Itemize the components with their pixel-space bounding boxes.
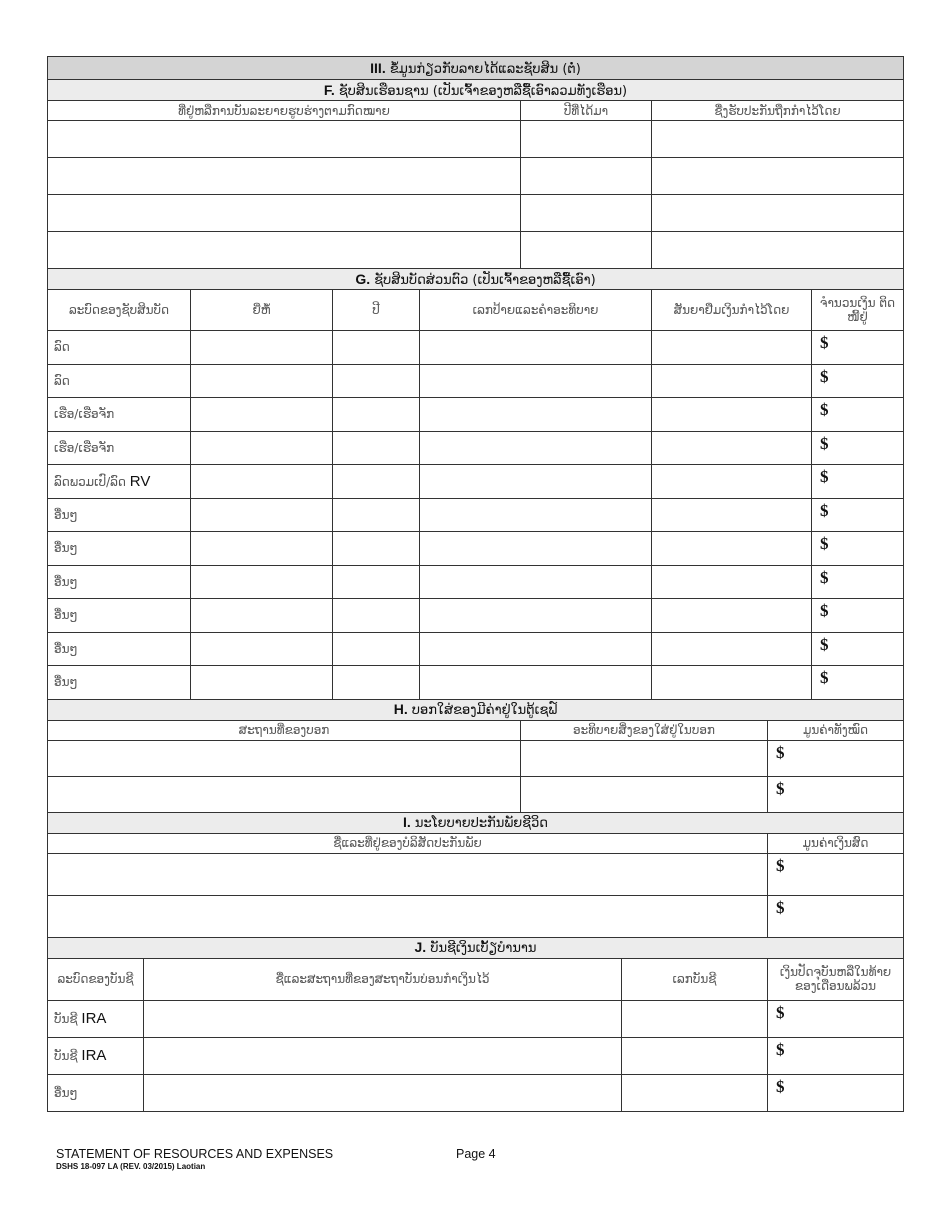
section-iii-number: III. [370,59,386,76]
f-year-field[interactable] [521,232,652,269]
j-col-balance: ເງິນປັດຈຸບັນຫລືໃນທ້າຍ ຂອງເດືອນພລ້ວນ [768,958,904,1000]
f-col-held-by: ຊື່ງຮັບປະກັນຖືກກຳໄວ້ໂດຍ [652,101,904,121]
g-make-field[interactable] [191,465,333,499]
g-year-field[interactable] [333,565,420,599]
h-location-field[interactable] [48,776,521,812]
h-col-location: ສະຖານທີ່ຂອງບອກ [48,720,521,740]
g-type-label: ອື່ນໆ [54,608,78,623]
g-type-cell [48,565,191,599]
g-lien-field[interactable] [652,632,812,666]
g-owed-field[interactable]: $ [812,599,904,633]
i-row [48,895,904,937]
page-footer [56,1147,496,1171]
g-type-cell [48,532,191,566]
j-rows [48,1000,904,1111]
j-type-code: IRA [81,1010,107,1027]
g-col-owed: ຈຳນວນເງິນ ຕິດໜີ້ຢູ່ [812,290,904,331]
j-type-label: ບັນຊີ [54,1012,82,1026]
j-type-label: ບັນຊີ [54,1049,82,1063]
j-col-number: ເລກບັນຊີ [622,958,768,1000]
g-plate-field[interactable] [420,632,652,666]
section-f-letter: F. [323,81,335,98]
section-g-column-headers [48,290,904,331]
footer-statement: STATEMENT OF RESOURCES AND EXPENSES [56,1147,334,1161]
footer-page-number: Page 4 [456,1147,496,1161]
f-address-field[interactable] [48,121,521,158]
g-type-label: ເຮືອ/ເຮືອຈັກ [54,440,115,455]
g-type-label: ອື່ນໆ [54,574,78,589]
g-type-label: ອື່ນໆ [54,641,78,656]
section-j-table [47,938,904,1112]
section-h-table [47,700,904,813]
f-held-by-field[interactable] [652,158,904,195]
g-year-field[interactable] [333,398,420,432]
i-company-field[interactable] [48,895,768,937]
g-year-field[interactable] [333,599,420,633]
g-plate-field[interactable] [420,498,652,532]
g-owed-field[interactable]: $ [812,666,904,700]
g-lien-field[interactable] [652,331,812,365]
g-row [48,599,904,633]
g-lien-field[interactable] [652,599,812,633]
g-type-cell [48,465,191,499]
g-owed-field[interactable]: $ [812,331,904,365]
g-type-cell [48,632,191,666]
j-type-label: ອື່ນໆ [54,1085,78,1100]
section-f-title: ຊັບສິນເຮືອນຊານ (ເປັນເຈົ້າຂອງຫລືຊື້ເອົາລວມທັງເຮືອນ) [338,83,628,99]
g-make-field[interactable] [191,666,333,700]
g-lien-field[interactable] [652,465,812,499]
g-row [48,532,904,566]
section-h-header [48,700,904,721]
h-desc-field[interactable] [521,776,768,812]
j-balance-field[interactable]: $ [768,1037,904,1074]
h-value-field[interactable]: $ [768,776,904,812]
g-owed-field[interactable]: $ [812,364,904,398]
f-address-field[interactable] [48,232,521,269]
i-row [48,853,904,895]
h-location-field[interactable] [48,740,521,776]
g-owed-field[interactable]: $ [812,431,904,465]
g-lien-field[interactable] [652,666,812,700]
section-j-header [48,938,904,959]
g-row [48,431,904,465]
section-h-column-headers [48,720,904,740]
f-address-field[interactable] [48,195,521,232]
j-number-field[interactable] [622,1074,768,1111]
f-row [48,158,904,195]
g-type-cell [48,398,191,432]
i-col-company: ຊື່ແລະທີ່ຢູ່ຂອງບໍລິສັດປະກັນພັຍ [48,833,768,853]
section-i-table [47,813,904,938]
f-row [48,121,904,158]
g-plate-field[interactable] [420,364,652,398]
g-row [48,632,904,666]
g-row [48,666,904,700]
g-make-field[interactable] [191,498,333,532]
i-company-field[interactable] [48,853,768,895]
section-h-title: ບອກໃສ່ຂອງມີຄ່າຢູ່ໃນຕູ້ເຊຟ໌ [411,703,558,718]
f-address-field[interactable] [48,158,521,195]
j-number-field[interactable] [622,1037,768,1074]
g-owed-field[interactable]: $ [812,465,904,499]
g-make-field[interactable] [191,632,333,666]
g-plate-field[interactable] [420,666,652,700]
f-row [48,232,904,269]
section-g-title: ຊັບສິນບັດສ່ວນຕົວ (ເປັນເຈົ້າຂອງຫລືຊື້ເອົາ) [374,272,596,288]
g-plate-field[interactable] [420,398,652,432]
section-i-letter: I. [403,814,411,830]
g-type-cell [48,431,191,465]
g-plate-field[interactable] [420,565,652,599]
section-g-letter: G. [355,270,371,287]
g-make-field[interactable] [191,331,333,365]
footer-form-id: DSHS 18-097 LA (REV. 03/2015) Laotian [56,1162,206,1171]
g-owed-field[interactable]: $ [812,565,904,599]
g-owed-field[interactable]: $ [812,532,904,566]
section-f-header [48,80,904,101]
i-value-field[interactable]: $ [768,895,904,937]
g-col-plate: ເລກປ້າຍແລະຄຳອະທິບາຍ [420,290,652,331]
g-type-label: ອື່ນໆ [54,675,78,690]
h-col-value: ມູນຄ່າທັງໝົດ [768,720,904,740]
section-f-column-headers [48,101,904,121]
section-i-title: ນະໂຍບາຍປະກັນພັຍຊີວິດ [414,816,548,831]
g-make-field[interactable] [191,532,333,566]
section-j-title: ບັນຊີເງິນເບັ້ຽບຳນານ [430,941,537,956]
statement-form [47,56,903,1112]
g-lien-field[interactable] [652,398,812,432]
section-i-header [48,813,904,834]
g-year-field[interactable] [333,632,420,666]
j-row [48,1074,904,1111]
g-type-cell [48,666,191,700]
g-type-cell [48,599,191,633]
g-lien-field[interactable] [652,532,812,566]
j-institution-field[interactable] [144,1000,622,1037]
g-type-cell [48,364,191,398]
g-make-field[interactable] [191,398,333,432]
j-type-code: IRA [81,1047,107,1064]
j-col-institution: ຊື່ແລະສະຖານທີ່ຂອງສະຖາບັນບ່ອນກຳເງິນໄວ້ [144,958,622,1000]
f-held-by-field[interactable] [652,121,904,158]
g-rows [48,331,904,700]
g-year-field[interactable] [333,498,420,532]
j-institution-field[interactable] [144,1037,622,1074]
f-held-by-field[interactable] [652,195,904,232]
g-year-field[interactable] [333,666,420,700]
j-col-type: ລະບົດຂອງບັນຊີ [48,958,144,1000]
g-plate-field[interactable] [420,599,652,633]
g-lien-field[interactable] [652,498,812,532]
section-g-table [47,269,904,700]
g-type-code: RV [129,472,151,490]
g-type-cell [48,498,191,532]
g-year-field[interactable] [333,331,420,365]
g-plate-field[interactable] [420,431,652,465]
g-year-field[interactable] [333,431,420,465]
g-row [48,465,904,499]
g-row [48,565,904,599]
g-col-make: ຍີ່ຫໍ້ [191,290,333,331]
j-type-cell [48,1074,144,1111]
g-make-field[interactable] [191,599,333,633]
g-year-field[interactable] [333,465,420,499]
g-col-type: ລະບົດຂອງຊັບສິນບັດ [48,290,191,331]
g-lien-field[interactable] [652,431,812,465]
g-lien-field[interactable] [652,364,812,398]
h-col-desc: ອະທິບາຍສິ່ງຂອງໃສ່ຢູ່ໃນບອກ [521,720,768,740]
g-owed-field[interactable]: $ [812,498,904,532]
g-row [48,364,904,398]
g-type-label: ລົດ [54,340,70,355]
section-iii-header [48,57,904,80]
g-year-field[interactable] [333,364,420,398]
g-type-label: ລົດ [54,373,70,388]
g-type-label: ເຮືອ/ເຮືອຈັກ [54,407,115,422]
g-make-field[interactable] [191,364,333,398]
section-j-column-headers [48,958,904,1000]
g-col-lien: ສັນຍາຢືມເງິນກຳໄວ້ໂດຍ [652,290,812,331]
f-held-by-field[interactable] [652,232,904,269]
section-j-letter: J. [414,939,427,955]
g-type-label: ລົດພວມເປົ/ລົດ [54,474,130,489]
h-desc-field[interactable] [521,740,768,776]
g-plate-field[interactable] [420,331,652,365]
g-row [48,331,904,365]
j-institution-field[interactable] [144,1074,622,1111]
section-f-table [47,56,904,269]
g-col-year: ປີ [333,290,420,331]
g-year-field[interactable] [333,532,420,566]
section-g-header [48,269,904,290]
f-col-year: ປີທີ່ໄດ້ມາ [521,101,652,121]
g-make-field[interactable] [191,565,333,599]
f-row [48,195,904,232]
section-i-column-headers [48,833,904,853]
section-h-letter: H. [393,701,408,717]
g-lien-field[interactable] [652,565,812,599]
f-year-field[interactable] [521,121,652,158]
g-type-label: ອື່ນໆ [54,541,78,556]
g-owed-field[interactable]: $ [812,632,904,666]
f-year-field[interactable] [521,158,652,195]
j-number-field[interactable] [622,1000,768,1037]
g-row [48,498,904,532]
j-type-cell [48,1000,144,1037]
g-type-label: ອື່ນໆ [54,507,78,522]
i-value-field[interactable]: $ [768,853,904,895]
j-balance-field[interactable]: $ [768,1000,904,1037]
f-year-field[interactable] [521,195,652,232]
g-plate-field[interactable] [420,532,652,566]
g-make-field[interactable] [191,431,333,465]
j-row [48,1000,904,1037]
section-iii-title: ຂໍ້ມູນກ່ຽວກັບລາຍໄດ້ແລະຊັບສິນ (ຕໍ່) [389,61,581,77]
g-type-cell [48,331,191,365]
h-value-field[interactable]: $ [768,740,904,776]
j-row [48,1037,904,1074]
j-balance-field[interactable]: $ [768,1074,904,1111]
h-row [48,776,904,812]
g-owed-field[interactable]: $ [812,398,904,432]
h-row [48,740,904,776]
g-row [48,398,904,432]
i-col-value: ມູນຄ່າເງິນສົດ [768,833,904,853]
j-type-cell [48,1037,144,1074]
g-plate-field[interactable] [420,465,652,499]
f-col-address: ທີ່ຢູ່ຫລືການບັນລະຍາຍຮູບຮ່າງຕາມກົດໝາຍ [48,101,521,121]
